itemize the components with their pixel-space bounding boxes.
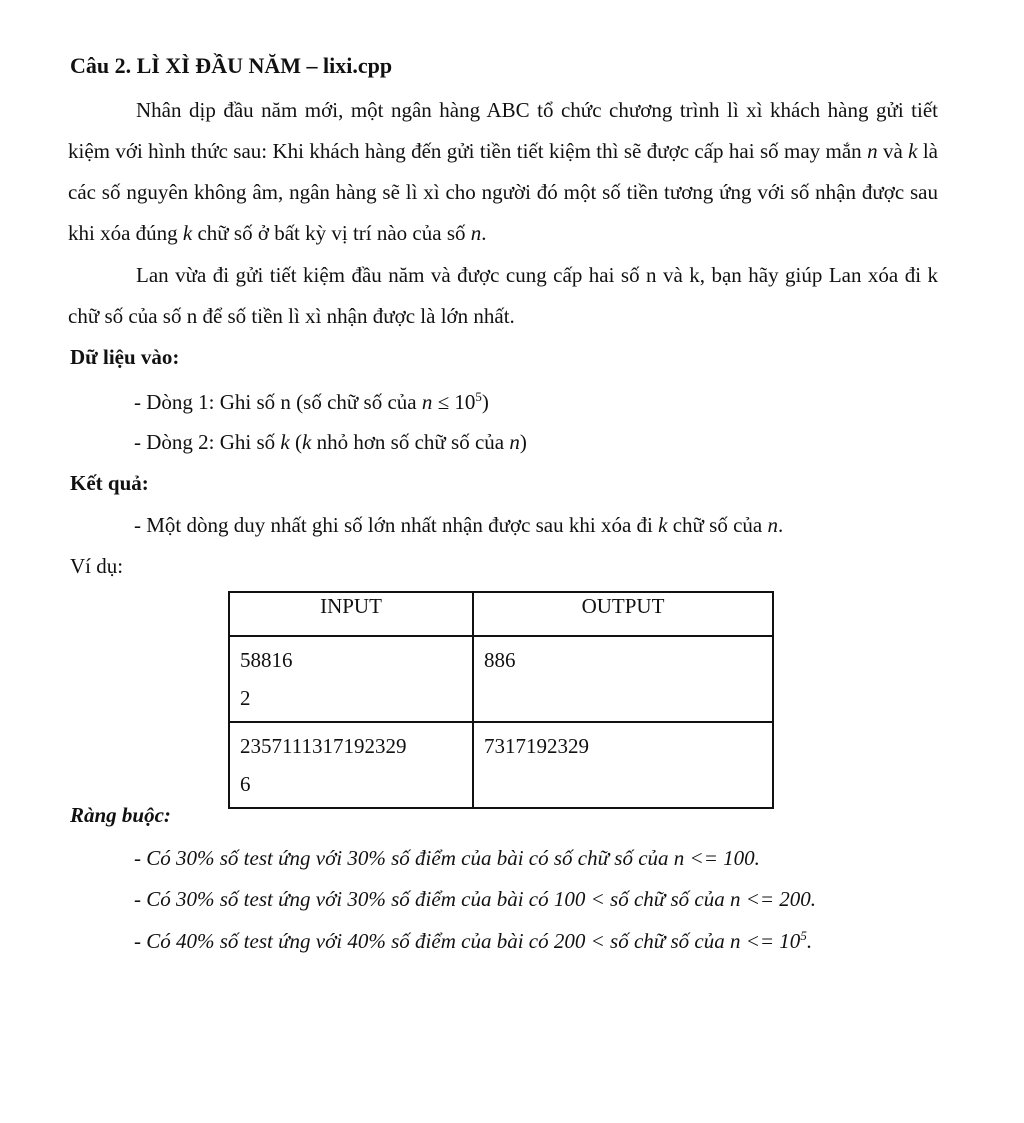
output-heading: Kết quả: bbox=[70, 471, 149, 495]
constraint-3: - Có 40% số test ứng với 40% số điểm của bài có 200 < số chữ số của $n <= 10^5$. bbox=[134, 928, 813, 953]
table-row bbox=[229, 722, 773, 808]
input-value-line: 58816 bbox=[240, 648, 293, 672]
constraint-1: - Có 30% số test ứng với 30% số điểm của bài có số chữ số của n <= 100. bbox=[134, 846, 760, 870]
table-cell-input bbox=[229, 636, 473, 722]
input-line-1: - Dòng 1: Ghi số n (số chữ số của $n \le 10^5$) bbox=[134, 389, 489, 414]
table-header-output: OUTPUT bbox=[473, 592, 773, 636]
table-header-input: INPUT bbox=[229, 592, 473, 636]
example-table bbox=[228, 591, 774, 809]
problem-title: Câu 2. LÌ XÌ ĐẦU NĂM – lixi.cpp bbox=[70, 53, 393, 78]
input-line-2: - Dòng 2: Ghi số k (k nhỏ hơn số chữ số của n) bbox=[134, 430, 527, 454]
input-value-line: 2 bbox=[240, 686, 251, 710]
example-label: Ví dụ: bbox=[70, 554, 124, 578]
input-value-line: 6 bbox=[240, 772, 251, 796]
table-cell-output: 886 bbox=[473, 636, 773, 722]
constraints-heading: Ràng buộc: bbox=[70, 803, 171, 827]
table-row bbox=[229, 636, 773, 722]
table-cell-input bbox=[229, 722, 473, 808]
intro-paragraph-1: Nhân dịp đầu năm mới, một ngân hàng ABC tổ chức chương trình lì xì khách hàng gửi tiết kiệm với hình thức sau: Khi khách hàng đến gửi tiền tiết kiệm thì sẽ được cấp hai số may mắn n và k là các số nguyên không âm, ngân hàng sẽ lì xì cho người đó một số tiền tương ứng với số nhận được sau khi xóa đúng k chữ số ở bất kỳ vị trí nào của số n. bbox=[68, 98, 938, 245]
input-heading: Dữ liệu vào: bbox=[70, 345, 180, 369]
table-header-row bbox=[229, 592, 773, 636]
output-line: - Một dòng duy nhất ghi số lớn nhất nhận được sau khi xóa đi k chữ số của n. bbox=[134, 513, 784, 537]
table-cell-output: 7317192329 bbox=[473, 722, 773, 808]
input-value-line: 2357111317192329 bbox=[240, 734, 407, 758]
intro-paragraph-2: Lan vừa đi gửi tiết kiệm đầu năm và được cung cấp hai số n và k, bạn hãy giúp Lan xóa đi k chữ số của số n để số tiền lì xì nhận được là lớn nhất. bbox=[68, 263, 938, 328]
constraint-2: - Có 30% số test ứng với 30% số điểm của bài có 100 < số chữ số của n <= 200. bbox=[134, 887, 817, 911]
